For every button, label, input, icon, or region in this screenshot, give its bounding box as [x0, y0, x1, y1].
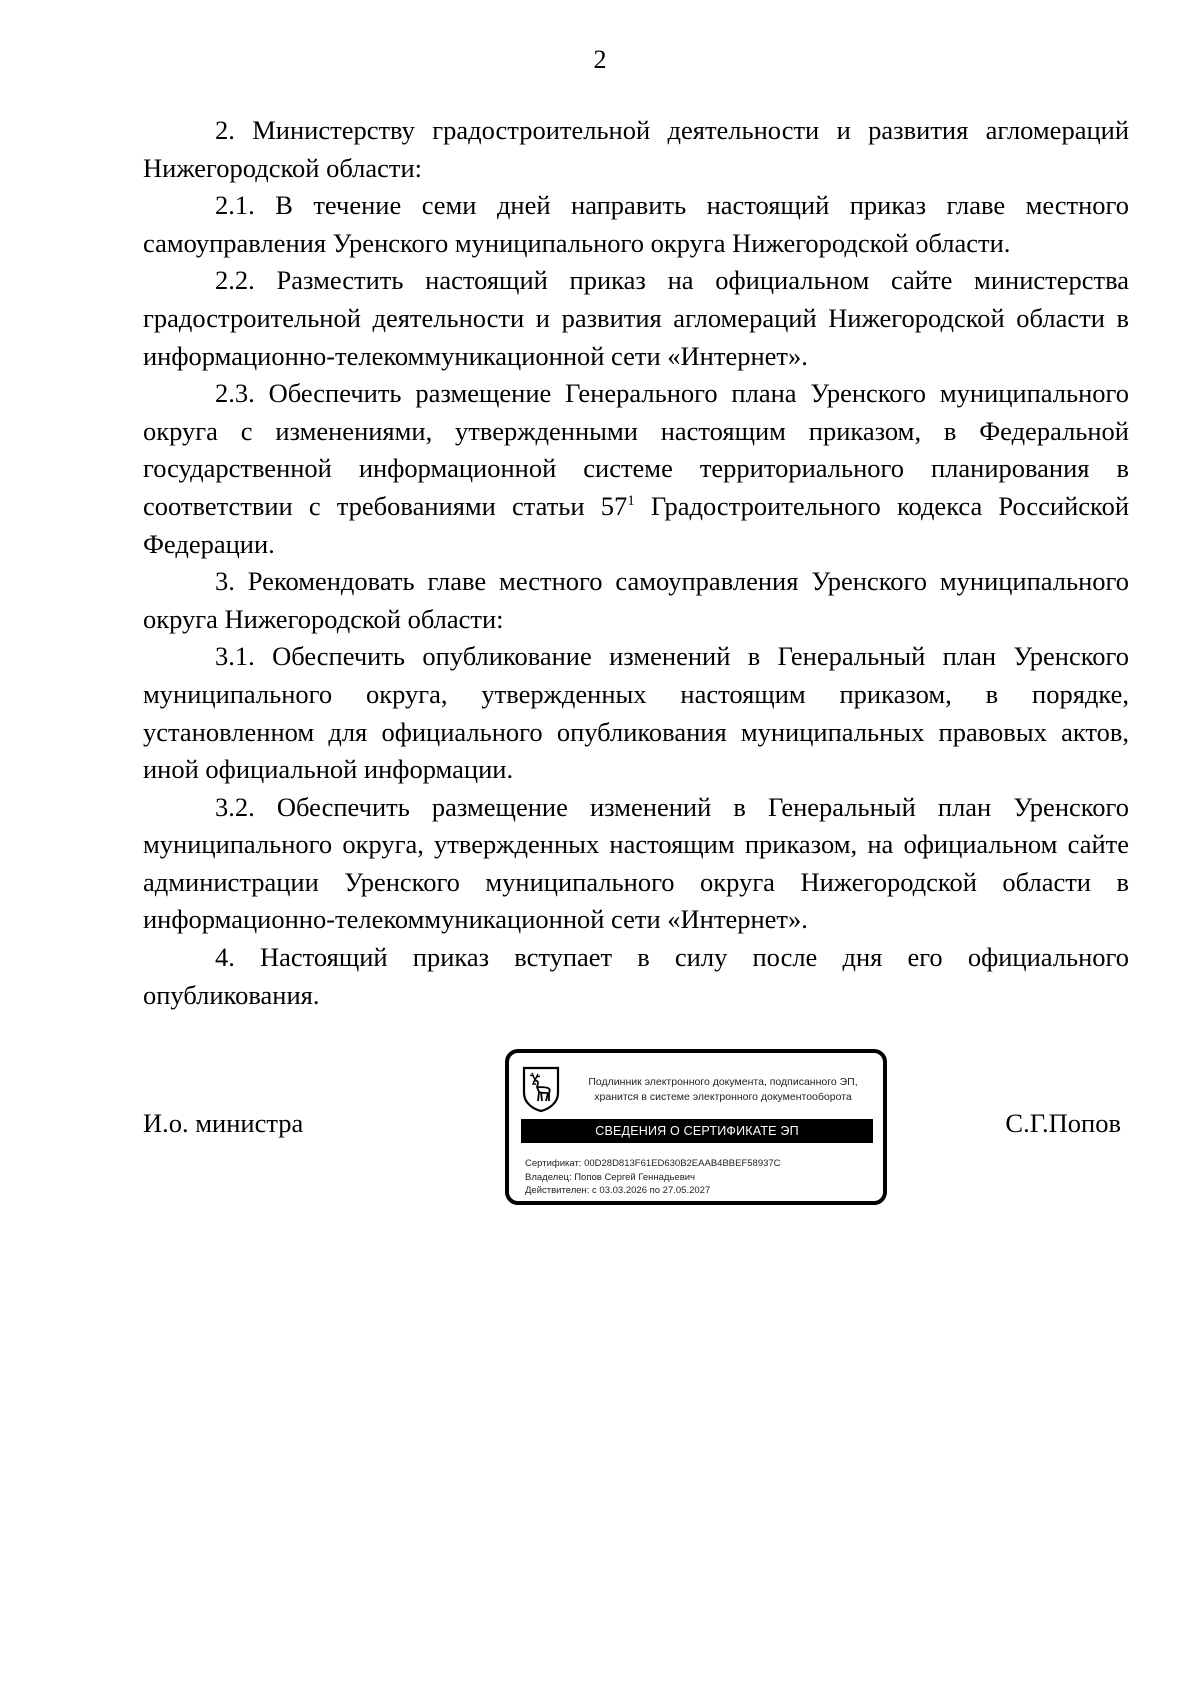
document-body [143, 112, 1129, 1014]
paragraph-2-3-tail: Градостроительного кодекса Российской Федерации. [143, 490, 1129, 559]
paragraph-2: 2. Министерству градостроительной деятельности и развития агломераций Нижегородской области: [143, 115, 1129, 183]
certificate-info-bar: СВЕДЕНИЯ О СЕРТИФИКАТЕ ЭП [521, 1119, 873, 1143]
paragraph-3-2: 3.2. Обеспечить размещение изменений в Генеральный план Уренского муниципального округа, утвержденных настоящим приказом, на официальном сайте администрации Уренского муниципального округа Нижегородской области в информационно-телекоммуникационной сети «Интернет». [143, 791, 1129, 935]
paragraph-2-3 [143, 375, 1129, 563]
paragraph-3-1: 3.1. Обеспечить опубликование изменений в Генеральный план Уренского муниципального округа, утвержденных настоящим приказом, в порядке, установленном для официального опубликования муниципальных правовых актов, иной официальной информации. [143, 641, 1129, 785]
article-superscript: 1 [627, 492, 635, 509]
certificate-number: Сертификат: 00D28D813F61ED630B2EAAB4BBEF58937C [525, 1158, 781, 1169]
signatory-position: И.о. министра [143, 1108, 304, 1138]
coat-of-arms-icon [521, 1065, 561, 1113]
paragraph-4: 4. Настоящий приказ вступает в силу после дня его официального опубликования. [143, 942, 1129, 1010]
paragraph-2-1: 2.1. В течение семи дней направить настоящий приказ главе местного самоуправления Уренского муниципального округа Нижегородской области. [143, 190, 1129, 258]
signatory-name: С.Г.Попов [1005, 1108, 1121, 1138]
stamp-header-line-2: хранится в системе электронного документооборота [594, 1091, 852, 1103]
electronic-signature-stamp [505, 1049, 887, 1205]
paragraph-2-3-text: 2.3. Обеспечить размещение Генерального плана Уренского муниципального округа с изменениями, утвержденными настоящим приказом, в Федеральной государственной информационной системе территориального планирования в соответствии с требованиями статьи 57 [143, 378, 1129, 521]
certificate-details [525, 1157, 781, 1198]
certificate-validity: Действителен: с 03.03.2026 по 27.05.2027 [525, 1185, 711, 1196]
page-number: 2 [593, 45, 607, 74]
stamp-header-line-1: Подлинник электронного документа, подписанного ЭП, [588, 1076, 858, 1088]
paragraph-2-2: 2.2. Разместить настоящий приказ на официальном сайте министерства градостроительной деятельности и развития агломераций Нижегородской области в информационно-телекоммуникационной сети «Интернет». [143, 265, 1129, 371]
certificate-owner: Владелец: Попов Сергей Геннадьевич [525, 1171, 696, 1183]
stamp-header [573, 1075, 873, 1105]
paragraph-3: 3. Рекомендовать главе местного самоуправления Уренского муниципального округа Нижегородской области: [143, 566, 1129, 634]
